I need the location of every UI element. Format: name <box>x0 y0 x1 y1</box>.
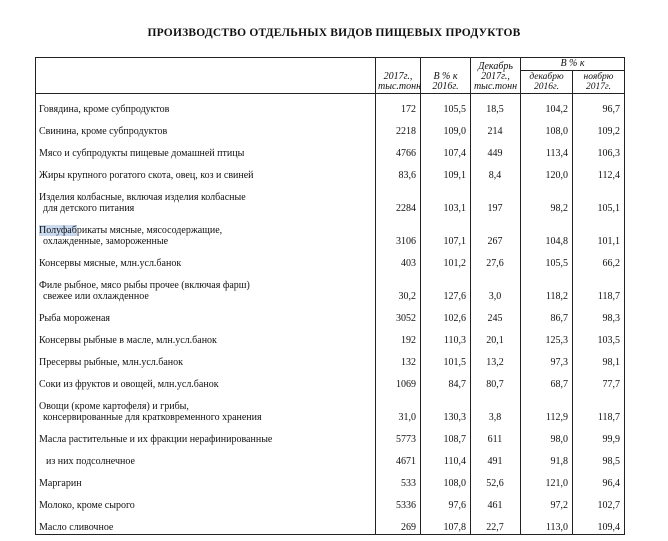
product-name <box>36 116 376 138</box>
table-header <box>36 58 625 94</box>
value-dec-2017: 18,5 <box>471 94 521 117</box>
product-name <box>36 94 376 117</box>
production-table <box>35 57 625 535</box>
value-2017: 5773 <box>376 424 421 446</box>
value-pct-nov-2017: 99,9 <box>573 424 625 446</box>
product-name <box>36 446 376 468</box>
table-row <box>36 369 625 391</box>
product-name <box>36 424 376 446</box>
product-name-line: Консервы мясные, млн.усл.банок <box>39 258 182 269</box>
product-name-line-2: консервированные для кратковременного хранения <box>43 412 262 423</box>
value-pct-dec-2016: 97,2 <box>521 490 573 512</box>
product-name <box>36 270 376 303</box>
product-name-line: рикаты мясные, мясосодержащие, <box>76 225 223 236</box>
value-pct-2016: 107,8 <box>421 512 471 535</box>
value-dec-2017: 197 <box>471 182 521 215</box>
product-name-line: Говядина, кроме субпродуктов <box>39 104 170 115</box>
value-2017: 3052 <box>376 303 421 325</box>
value-pct-2016: 110,4 <box>421 446 471 468</box>
value-2017: 1069 <box>376 369 421 391</box>
value-pct-dec-2016: 91,8 <box>521 446 573 468</box>
value-pct-dec-2016: 120,0 <box>521 160 573 182</box>
value-dec-2017: 13,2 <box>471 347 521 369</box>
table-row <box>36 468 625 490</box>
value-pct-nov-2017: 118,7 <box>573 391 625 424</box>
value-2017: 2284 <box>376 182 421 215</box>
value-pct-2016: 101,5 <box>421 347 471 369</box>
value-pct-dec-2016: 98,2 <box>521 182 573 215</box>
header-pct-group: В % к <box>521 58 625 71</box>
value-2017: 132 <box>376 347 421 369</box>
value-pct-2016: 84,7 <box>421 369 471 391</box>
value-dec-2017: 214 <box>471 116 521 138</box>
value-pct-nov-2017: 96,4 <box>573 468 625 490</box>
value-2017: 2218 <box>376 116 421 138</box>
value-2017: 533 <box>376 468 421 490</box>
value-dec-2017: 8,4 <box>471 160 521 182</box>
product-name <box>36 248 376 270</box>
product-name <box>36 160 376 182</box>
header-pct-dec-2016: декабрю 2016г. <box>521 71 573 94</box>
table-row <box>36 490 625 512</box>
product-name-line: Изделия колбасные, включая изделия колбасные <box>39 192 246 203</box>
product-name-line: Овощи (кроме картофеля) и грибы, <box>39 401 189 412</box>
product-name-line: Филе рыбное, мясо рыбы прочее (включая фарш) <box>39 280 250 291</box>
product-name <box>36 215 376 248</box>
value-pct-dec-2016: 113,0 <box>521 512 573 535</box>
product-name <box>36 182 376 215</box>
value-pct-nov-2017: 77,7 <box>573 369 625 391</box>
value-pct-2016: 101,2 <box>421 248 471 270</box>
value-pct-2016: 103,1 <box>421 182 471 215</box>
product-name-line: Молоко, кроме сырого <box>39 500 135 511</box>
value-dec-2017: 52,6 <box>471 468 521 490</box>
product-name <box>36 369 376 391</box>
value-dec-2017: 3,0 <box>471 270 521 303</box>
value-dec-2017: 22,7 <box>471 512 521 535</box>
value-dec-2017: 20,1 <box>471 325 521 347</box>
product-name-line-2: охлажденные, замороженные <box>43 236 169 247</box>
value-pct-2016: 107,4 <box>421 138 471 160</box>
product-name <box>36 391 376 424</box>
value-pct-2016: 109,0 <box>421 116 471 138</box>
value-pct-dec-2016: 68,7 <box>521 369 573 391</box>
value-pct-nov-2017: 105,1 <box>573 182 625 215</box>
value-dec-2017: 461 <box>471 490 521 512</box>
product-name <box>36 303 376 325</box>
value-pct-nov-2017: 103,5 <box>573 325 625 347</box>
product-name-line-2: для детского питания <box>43 203 135 214</box>
product-name <box>36 325 376 347</box>
table-row <box>36 182 625 215</box>
value-pct-dec-2016: 86,7 <box>521 303 573 325</box>
value-pct-nov-2017: 66,2 <box>573 248 625 270</box>
value-pct-2016: 127,6 <box>421 270 471 303</box>
value-pct-nov-2017: 118,7 <box>573 270 625 303</box>
value-pct-2016: 97,6 <box>421 490 471 512</box>
product-name-line: Свинина, кроме субпродуктов <box>39 126 168 137</box>
value-2017: 4671 <box>376 446 421 468</box>
value-2017: 172 <box>376 94 421 117</box>
value-pct-2016: 130,3 <box>421 391 471 424</box>
value-2017: 3106 <box>376 215 421 248</box>
value-pct-dec-2016: 125,3 <box>521 325 573 347</box>
value-pct-2016: 107,1 <box>421 215 471 248</box>
value-pct-dec-2016: 97,3 <box>521 347 573 369</box>
value-pct-2016: 108,0 <box>421 468 471 490</box>
value-pct-nov-2017: 102,7 <box>573 490 625 512</box>
value-pct-dec-2016: 112,9 <box>521 391 573 424</box>
table-row <box>36 138 625 160</box>
value-pct-nov-2017: 98,1 <box>573 347 625 369</box>
value-2017: 4766 <box>376 138 421 160</box>
value-dec-2017: 267 <box>471 215 521 248</box>
value-pct-dec-2016: 108,0 <box>521 116 573 138</box>
value-pct-2016: 105,5 <box>421 94 471 117</box>
value-dec-2017: 611 <box>471 424 521 446</box>
table-row <box>36 160 625 182</box>
product-name <box>36 490 376 512</box>
value-pct-dec-2016: 105,5 <box>521 248 573 270</box>
value-pct-2016: 110,3 <box>421 325 471 347</box>
value-pct-nov-2017: 96,7 <box>573 94 625 117</box>
table-body <box>36 94 625 535</box>
value-dec-2017: 245 <box>471 303 521 325</box>
table-row <box>36 446 625 468</box>
value-pct-dec-2016: 104,8 <box>521 215 573 248</box>
product-name-line: Соки из фруктов и овощей, млн.усл.банок <box>39 379 219 390</box>
value-pct-nov-2017: 109,4 <box>573 512 625 535</box>
table-row <box>36 391 625 424</box>
value-pct-dec-2016: 121,0 <box>521 468 573 490</box>
product-name-line: Консервы рыбные в масле, млн.усл.банок <box>39 335 217 346</box>
table-row <box>36 215 625 248</box>
product-name-line: Пресервы рыбные, млн.усл.банок <box>39 357 183 368</box>
value-dec-2017: 27,6 <box>471 248 521 270</box>
product-name <box>36 138 376 160</box>
header-product-blank <box>36 58 376 94</box>
highlighted-text: Полуфаб <box>39 225 77 236</box>
table-row <box>36 270 625 303</box>
table-row <box>36 347 625 369</box>
table-row <box>36 248 625 270</box>
value-dec-2017: 80,7 <box>471 369 521 391</box>
product-name <box>36 512 376 535</box>
value-pct-dec-2016: 98,0 <box>521 424 573 446</box>
value-dec-2017: 491 <box>471 446 521 468</box>
table-row <box>36 512 625 535</box>
document-title: ПРОИЗВОДСТВО ОТДЕЛЬНЫХ ВИДОВ ПИЩЕВЫХ ПРОДУКТОВ <box>147 27 521 39</box>
value-2017: 269 <box>376 512 421 535</box>
value-pct-nov-2017: 106,3 <box>573 138 625 160</box>
table-row <box>36 116 625 138</box>
value-pct-nov-2017: 98,5 <box>573 446 625 468</box>
product-name-line: Рыба мороженая <box>39 313 110 324</box>
value-pct-nov-2017: 109,2 <box>573 116 625 138</box>
value-2017: 192 <box>376 325 421 347</box>
product-name-line: из них подсолнечное <box>46 456 135 467</box>
value-dec-2017: 449 <box>471 138 521 160</box>
table-row <box>36 94 625 117</box>
value-pct-dec-2016: 118,2 <box>521 270 573 303</box>
value-2017: 403 <box>376 248 421 270</box>
value-2017: 83,6 <box>376 160 421 182</box>
value-pct-2016: 109,1 <box>421 160 471 182</box>
value-pct-nov-2017: 101,1 <box>573 215 625 248</box>
table-row <box>36 325 625 347</box>
value-pct-nov-2017: 112,4 <box>573 160 625 182</box>
product-name-line: Жиры крупного рогатого скота, овец, коз и свиней <box>39 170 254 181</box>
table-row <box>36 424 625 446</box>
value-pct-2016: 108,7 <box>421 424 471 446</box>
product-name-line: Маргарин <box>39 478 82 489</box>
header-pct-2016: В % к 2016г. <box>421 58 471 94</box>
header-2017-total: 2017г., тыс.тонн <box>376 58 421 94</box>
product-name-line: Масла растительные и их фракции нерафинированные <box>39 434 273 445</box>
value-pct-2016: 102,6 <box>421 303 471 325</box>
header-pct-nov-2017: ноябрю 2017г. <box>573 71 625 94</box>
value-pct-dec-2016: 113,4 <box>521 138 573 160</box>
table-row <box>36 303 625 325</box>
value-pct-dec-2016: 104,2 <box>521 94 573 117</box>
product-name-line: Масло сливочное <box>39 522 114 533</box>
value-2017: 31,0 <box>376 391 421 424</box>
product-name-line: Мясо и субпродукты пищевые домашней птицы <box>39 148 245 159</box>
value-2017: 5336 <box>376 490 421 512</box>
value-pct-nov-2017: 98,3 <box>573 303 625 325</box>
header-dec-2017: Декабрь 2017г., тыс.тонн <box>471 58 521 94</box>
product-name-line-2: свежее или охлажденное <box>43 291 149 302</box>
product-name <box>36 347 376 369</box>
value-2017: 30,2 <box>376 270 421 303</box>
product-name <box>36 468 376 490</box>
value-dec-2017: 3,8 <box>471 391 521 424</box>
